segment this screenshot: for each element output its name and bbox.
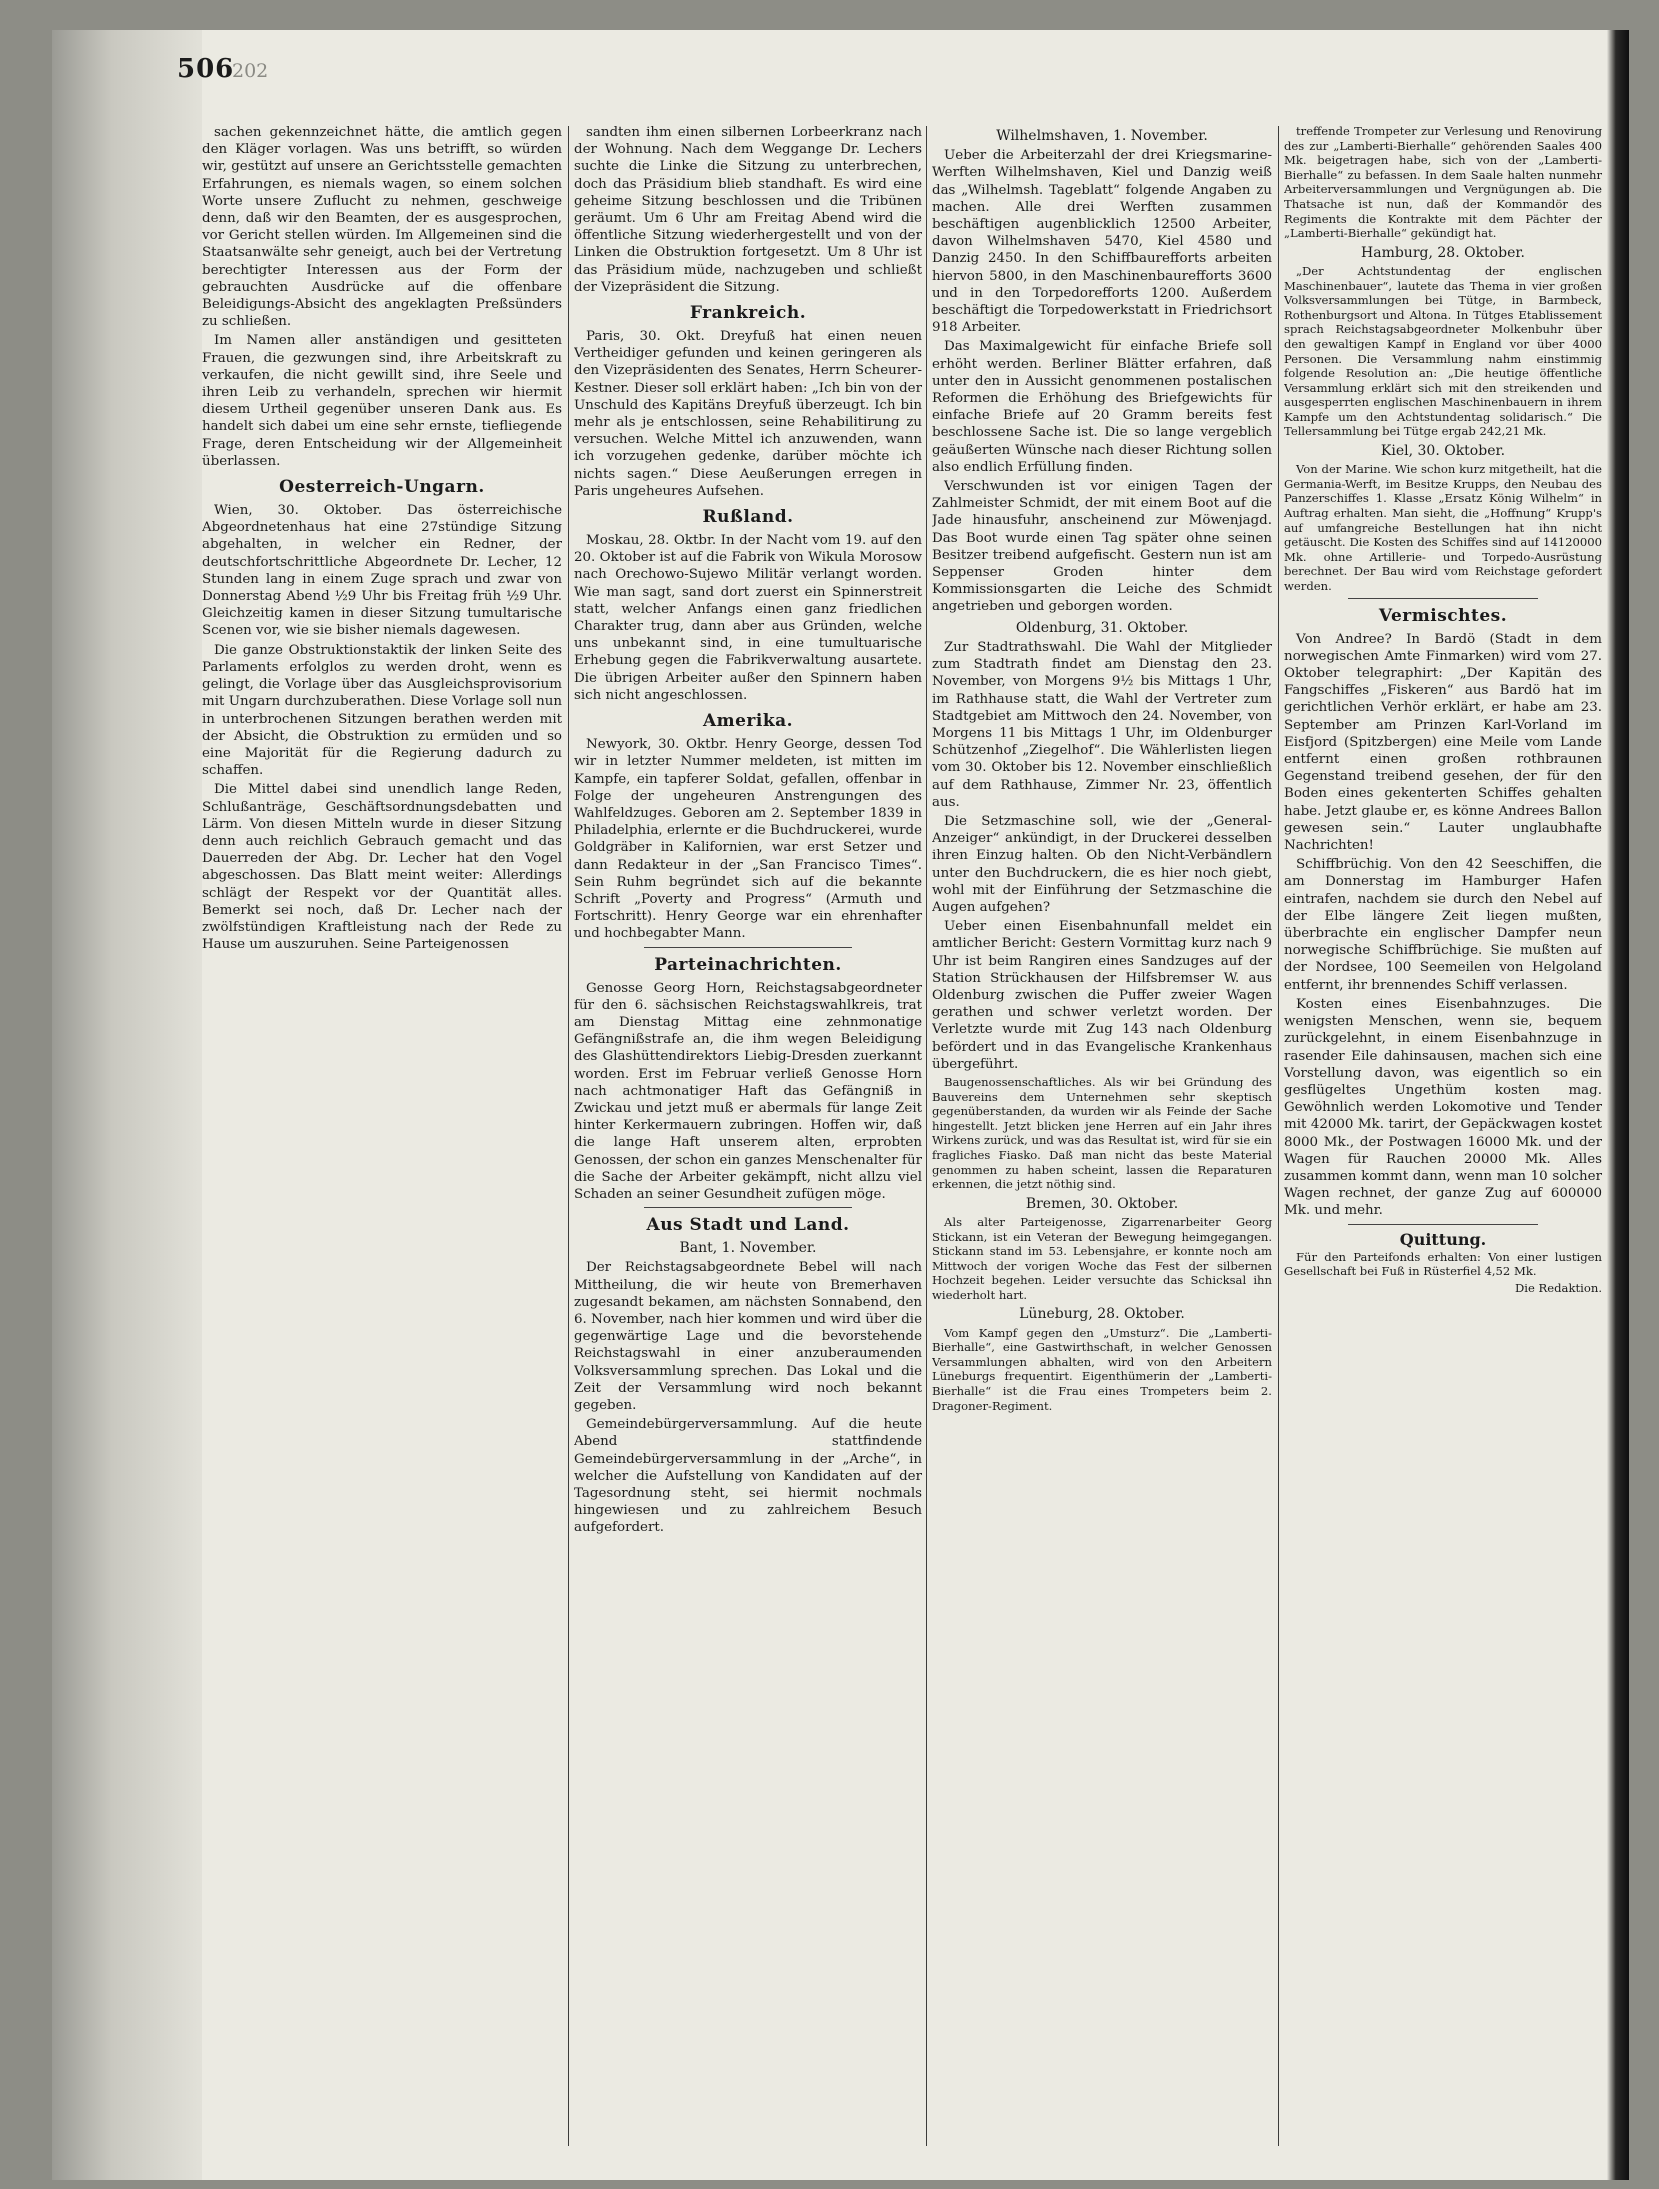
paragraph: Vom Kampf gegen den „Umsturz“. Die „Lamberti-Bierhalle“, eine Gastwirthschaft, in welcher Genossen Versammlungen abhalten, wird von den Arbeitern Lüneburgs frequentirt. Eigenthümerin der „Lamberti-Bierhalle“ ist die Frau eines Trompeters beim 2. Dragoner-Regiment. — [932, 1325, 1272, 1413]
newspaper-page — [52, 30, 1629, 2180]
paragraph: Von der Marine. Wie schon kurz mitgetheilt, hat die Germania-Werft, im Besitze Krupps, den Neubau des Panzerschiffes 1. Klasse „Ersatz König Wilhelm“ in Auftrag erhalten. Man sieht, die „Hoffnung“ Krupp's auf umfangreiche Bestellungen hat ihn nicht getäuscht. Die Kosten des Schiffes sind auf 14120000 Mk. ohne Artillerie- und Torpedo-Ausrüstung berechnet. Der Bau wird vom Reichstage gefordert werden. — [1284, 462, 1602, 594]
section-heading-america: Amerika. — [702, 711, 794, 732]
paragraph: sachen gekennzeichnet hätte, die amtlich gegen den Kläger vorlagen. Was uns betrifft, so würden wir, gestützt auf unsere an Gerichtsstelle gemachten Erfahrungen, es niemals wagen, so einem solchen Worte unsere Zuflucht zu nehmen, geschweige denn, daß wir den Beamten, der es ausgesprochen, vor Gericht stellen würden. Im Allgemeinen sind die Staatsanwälte sehr geneigt, auch bei der Vertretung berechtigter Interessen aus der Form der gebrauchten Ausdrücke auf die offenbare Beleidigungs-Absicht des angeklagten Preßsünders zu schließen. — [202, 125, 562, 330]
paragraph: Ueber die Arbeiterzahl der drei Kriegsmarine-Werften Wilhelmshaven, Kiel und Danzig weiß das „Wilhelmsh. Tageblatt“ folgende Angaben zu machen. Alle drei Werften zusammen beschäftigen augenblicklich 12500 Arbeiter, davon Wilhelmshaven 5470, Kiel 4580 und Danzig 2450. In den Schiffbaurefforts arbeiten hiervon 5800, in den Maschinenbaurefforts 3600 und in den Torpedorefforts 1200. Außerdem beschäftigt die Torpedowerkstatt in Friedrichsort 918 Arbeiter. — [932, 148, 1272, 336]
section-heading-receipt: Quittung. — [1399, 1229, 1487, 1249]
column-2 — [574, 124, 922, 2154]
dateline: Oldenburg, 31. Oktober. — [1015, 619, 1189, 636]
paragraph: Als alter Parteigenosse, Zigarrenarbeiter Georg Stickann, ist ein Veteran der Bewegung heimgegangen. Stickann stand im 53. Lebensjahre, er konnte noch am Mittwoch der vorigen Woche das Fest der silbernen Hochzeit begehen. Leider versuchte das Schicksal ihn wiederholt hart. — [932, 1214, 1272, 1302]
section-heading-miscellaneous: Vermischtes. — [1378, 605, 1508, 626]
paragraph: Newyork, 30. Oktbr. Henry George, dessen Tod wir in letzter Nummer meldeten, ist mitten im Kampfe, ein tapferer Soldat, gefallen, offenbar in Folge der ungeheuren Anstrengungen des Wahlfeldzuges. Geboren am 2. September 1839 in Philadelphia, erlernte er die Buchdruckerei, wurde Goldgräber in Kalifornien, war erst Setzer und dann Redakteur in der „San Francisco Times“. Sein Ruhm begründet sich auf die bekannte Schrift „Poverty and Progress“ (Armuth und Fortschritt). Henry George war ein ehrenhafter und hochbegabter Mann. — [574, 737, 922, 942]
column-rule — [568, 126, 569, 2146]
paragraph: Die Setzmaschine soll, wie der „General-Anzeiger“ ankündigt, in der Druckerei desselben ihren Einzug halten. Ob den Nicht-Verbändlern unter den Buchdruckern, die es hier noch giebt, wohl mit der Einführung der Setzmaschine die Augen aufgehen? — [932, 813, 1272, 915]
signature: Die Redaktion. — [1515, 1280, 1602, 1295]
section-heading-local-news: Aus Stadt und Land. — [646, 1215, 850, 1236]
page-edge-shadow — [1607, 30, 1629, 2180]
section-heading-party-news: Parteinachrichten. — [654, 954, 842, 975]
section-heading-france: Frankreich. — [689, 303, 807, 324]
paragraph: Die Mittel dabei sind unendlich lange Reden, Schlußanträge, Geschäftsordnungsdebatten und Lärm. Von diesen Mitteln wurde in dieser Sitzung denn auch reichlich Gebrauch gemacht und das Dauerreden der Abg. Dr. Lecher hat den Vogel abgeschossen. Das Blatt meint weiter: Allerdings schlägt der Respekt vor der Quantität alles. Bemerkt sei noch, daß Dr. Lecher nach der zwölfstündigen Kraftleistung nach der Rede zu Hause um auszuruhen. Seine Parteigenossen — [202, 782, 562, 953]
dateline: Wilhelmshaven, 1. November. — [996, 128, 1208, 144]
page-number: 506 — [177, 54, 235, 84]
dateline: Hamburg, 28. Oktober. — [1361, 244, 1525, 261]
section-heading-austria: Oesterreich-Ungarn. — [279, 477, 485, 498]
paragraph: Baugenossenschaftliches. Als wir bei Gründung des Bauvereins dem Unternehmen sehr skeptisch gegenüberstanden, da wurden wir als Feinde der Sache hingestellt. Jetzt blicken jene Herren auf ein Jahr ihres Wirkens zurück, und was das Resultat ist, wird für sie ein fragliches Fiasko. Daß man nicht das beste Material genommen zu haben scheint, lassen die Reparaturen erkennen, die jetzt nöthig sind. — [932, 1074, 1272, 1192]
page-stamp: 202 — [232, 60, 269, 82]
paragraph: Verschwunden ist vor einigen Tagen der Zahlmeister Schmidt, der mit einem Boot auf die Jade hinausfuhr, anscheinend zur Möwenjagd. Das Boot wurde einen Tag später ohne seinen Besitzer treibend aufgefischt. Gestern nun ist am Seppenser Groden hinter dem Kommissionsgarten die Leiche des Schmidt angetrieben und geborgen worden. — [932, 479, 1272, 615]
divider — [1348, 598, 1539, 599]
dateline: Lüneburg, 28. Oktober. — [1019, 1306, 1185, 1323]
paragraph: Paris, 30. Okt. Dreyfuß hat einen neuen Vertheidiger gefunden und keinen geringeren als den Vizepräsidenten des Senates, Herrn Scheurer-Kestner. Dieser soll erklärt haben: „Ich bin von der Unschuld des Kapitäns Dreyfuß überzeugt. Ich bin mehr als je entschlossen, seine Rehabilitirung zu versuchen. Welche Mittel ich anzuwenden, wann ich vorzugehen gedenke, darüber möchte ich nichts sagen.“ Diese Aeußerungen erregen in Paris ungeheures Aufsehen. — [574, 329, 922, 499]
dateline: Kiel, 30. Oktober. — [1380, 443, 1506, 460]
paragraph: Schiffbrüchig. Von den 42 Seeschiffen, die am Donnerstag im Hamburger Hafen eintrafen, nachdem sie durch den Nebel auf der Elbe längere Zeit liegen mußten, überbrachte ein englischer Dampfer neun norwegische Schiffbrüchige. Sie mußten auf der Nordsee, 100 Seemeilen von Helgoland entfernt, ihr brennendes Schiff verlassen. — [1284, 857, 1602, 993]
paragraph: Der Reichstagsabgeordnete Bebel will nach Mittheilung, die wir heute von Bremerhaven zugesandt bekamen, am nächsten Sonnabend, den 6. November, nach hier kommen und wird über die gegenwärtige Lage und die bevorstehende Reichstagswahl in einer anzuberaumenden Volksversammlung sprechen. Das Lokal und die Zeit der Versammlung wird noch bekannt gegeben. — [574, 1260, 922, 1413]
paragraph: Kosten eines Eisenbahnzuges. Die wenigsten Menschen, wenn sie, bequem zurückgelehnt, in einem Eisenbahnzuge in rasender Eile dahinsausen, machen sich eine Vorstellung davon, was eigentlich so ein gesflügeltes Ungethüm kosten mag. Gewöhnlich werden Lokomotive und Tender mit 42000 Mk. tarirt, der Gepäckwagen kostet 8000 Mk., der Postwagen 16000 Mk. und der Wagen für Rauchen 20000 Mk. Alles zusammen kommt dann, wenn man 10 solcher Wagen rechnet, der ganze Zug auf 600000 Mk. und mehr. — [1284, 996, 1602, 1219]
divider — [644, 947, 853, 948]
dateline: Bant, 1. November. — [679, 1240, 817, 1257]
paragraph: Moskau, 28. Oktbr. In der Nacht vom 19. auf den 20. Oktober ist auf die Fabrik von Wikula Morosow nach Orechowo-Sujewo Militär verlangt worden. Wie man sagt, sand dort zuerst ein Spinnerstreit statt, welcher Anfangs einen ganz friedlichen Charakter trug, dann aber aus Gründen, welche uns unbekannt sind, in eine tumultuarische Erhebung gegen die Fabrikverwaltung ausartete. Die übrigen Arbeiter außer den Spinnern haben sich nicht angeschlossen. — [574, 533, 922, 703]
paragraph: Im Namen aller anständigen und gesitteten Frauen, die gezwungen sind, ihre Arbeitskraft zu verkaufen, die nicht gewillt sind, ihre Seele und ihren Leib zu verhandeln, sprechen wir hiermit diesem Urtheil gegenüber unseren Dank aus. Es handelt sich dabei um eine sehr ernste, tiefliegende Frage, deren Entscheidung wir der Allgemeinheit überlassen. — [202, 333, 562, 469]
paragraph: Für den Parteifonds erhalten: Von einer lustigen Gesellschaft bei Fuß in Rüsterfiel 4,52 Mk. — [1284, 1249, 1602, 1279]
paragraph: treffende Trompeter zur Verlesung und Renovirung des zur „Lamberti-Bierhalle“ gehörenden Saales 400 Mk. beigetragen habe, sich von der „Lamberti-Bierhalle“ zu befassen. In dem Saale halten nunmehr Arbeiterversammlungen und Vergnügungen ab. Die Thatsache ist nun, daß der Kommandör des Regiments die Kontrakte mit dem Pächter der „Lamberti-Bierhalle“ gekündigt hat. — [1284, 124, 1602, 241]
divider — [1348, 1224, 1539, 1225]
page-binding-shadow — [52, 30, 202, 2180]
paragraph: Gemeindebürgerversammlung. Auf die heute Abend stattfindende Gemeindebürgerversammlung in der „Arche“, in welcher die Aufstellung von Kandidaten auf der Tagesordnung steht, sei hiermit nochmals hingewiesen und zu zahlreichem Besuch aufgefordert. — [574, 1417, 922, 1536]
paragraph: sandten ihm einen silbernen Lorbeerkranz nach der Wohnung. Nach dem Weggange Dr. Lechers suchte die Linke die Sitzung zu unterbrechen, doch das Präsidium blieb standhaft. Es wird eine geheime Sitzung beschlossen und die Tribünen geräumt. Um 6 Uhr am Freitag Abend wird die öffentliche Sitzung wiederhergestellt und von der Linken die Obstruktion fortgesetzt. Um 8 Uhr ist das Präsidium müde, nachzugeben und schließt der Vizepräsident die Sitzung. — [574, 125, 922, 295]
paragraph: Wien, 30. Oktober. Das österreichische Abgeordnetenhaus hat eine 27stündige Sitzung abgehalten, in welcher ein Redner, der deutschfortschrittliche Abgeordnete Dr. Lecher, 12 Stunden lang in einem Zuge sprach und zwar von Donnerstag Abend ½9 Uhr bis Freitag früh ½9 Uhr. Gleichzeitig kamen in dieser Sitzung tumultarische Scenen vor, wie sie bisher niemals dagewesen. — [202, 503, 562, 639]
column-rule — [926, 126, 927, 2146]
paragraph: „Der Achtstundentag der englischen Maschinenbauer“, lautete das Thema in vier großen Volksversammlungen bei Tütge, in Barmbeck, Rothenburgsort und Altona. In Tütges Etablissement sprach Reichstagsabgeordneter Molkenbuhr über den gewaltigen Kampf in England vor über 4000 Personen. Die Versammlung nahm einstimmig folgende Resolution an: „Die heutige öffentliche Versammlung erklärt sich mit den streikenden und ausgesperrten englischen Maschinenbauern in ihrem Kampfe um den Achtstundentag solidarisch.“ Die Tellersammlung bei Tütge ergab 242,21 Mk. — [1284, 263, 1602, 439]
paragraph: Von Andree? In Bardö (Stadt in dem norwegischen Amte Finmarken) wird vom 27. Oktober telegraphirt: „Der Kapitän des Fangschiffes „Fiskeren“ aus Bardö hat im gerichtlichen Verhör erklärt, er habe am 23. September am Prinzen Karl-Vorland im Eisfjord (Spitzbergen) eine Meile vom Lande entfernt einen großen rothbraunen Gegenstand treibend gesehen, der für den Boden eines gekenterten Schiffes gehalten habe. Jetzt glaube er, es könne Andrees Ballon gewesen sein.“ Lauter unglaubhafte Nachrichten! — [1284, 631, 1602, 854]
section-heading-russia: Rußland. — [702, 507, 794, 528]
column-4 — [1284, 124, 1602, 2154]
column-3 — [932, 124, 1272, 2154]
paragraph: Genosse Georg Horn, Reichstagsabgeordneter für den 6. sächsischen Reichstagswahlkreis, trat am Dienstag Mittag eine zehnmonatige Gefängnißstrafe an, die ihm wegen Beleidigung des Glashüttendirektors Liebig-Dresden zuerkannt worden. Erst im Februar verließ Genosse Horn nach achtmonatiger Haft das Gefängniß in Zwickau und jetzt muß er abermals für lange Zeit hinter Kerkermauern zubringen. Hoffen wir, daß die lange Haft unserem alten, erprobten Genossen, der schon ein ganzes Menschenalter für die Sache der Arbeiter gekämpft, nicht allzu viel Schaden an seiner Gesundheit zufügen möge. — [574, 980, 922, 1202]
dateline: Bremen, 30. Oktober. — [1025, 1195, 1179, 1212]
paragraph: Zur Stadtrathswahl. Die Wahl der Mitglieder zum Stadtrath findet am Dienstag den 23. November, von Morgens 9½ bis Mittags 1 Uhr, im Rathhause statt, die Wahl der Vertreter zum Stadtgebiet am Mittwoch den 24. November, von Morgens 11 bis Mittags 1 Uhr, im Oldenburger Schützenhof „Ziegelhof“. Die Wählerlisten liegen vom 30. Oktober bis 12. November einschließlich auf dem Rathhause, Zimmer Nr. 23, öffentlich aus. — [932, 639, 1272, 810]
paragraph: Die ganze Obstruktionstaktik der linken Seite des Parlaments erfolglos zu werden droht, wenn es gelingt, die Vorlage über das Ausgleichsprovisorium mit Ungarn durchzuberathen. Diese Vorlage soll nun in unterbrochenen Sitzungen berathen werden mit der Absicht, die Obstruktion zu ermüden und so eine Majorität für die Regierung dadurch zu schaffen. — [202, 642, 562, 779]
column-1 — [202, 124, 562, 2154]
paragraph: Das Maximalgewicht für einfache Briefe soll erhöht werden. Berliner Blätter erfahren, daß unter den in Aussicht genommenen postalischen Reformen die Erhöhung des Briefgewichts für einfache Briefe auf 20 Gramm bereits fest beschlossene Sache ist. Die so lange vergeblich geäußerten Wünsche nach dieser Richtung sollen also endlich Erfüllung finden. — [932, 339, 1272, 475]
divider — [644, 1207, 853, 1208]
column-rule — [1278, 126, 1279, 2146]
paragraph: Ueber einen Eisenbahnunfall meldet ein amtlicher Bericht: Gestern Vormittag kurz nach 9 Uhr ist beim Rangiren eines Sandzuges auf der Station Strückhausen der Hilfsbremser W. aus Oldenburg zwischen die Puffer zweier Wagen gerathen und schwer verletzt worden. Der Verletzte wurde mit Zug 143 nach Oldenburg befördert und in das Evangelische Krankenhaus übergeführt. — [932, 919, 1272, 1072]
